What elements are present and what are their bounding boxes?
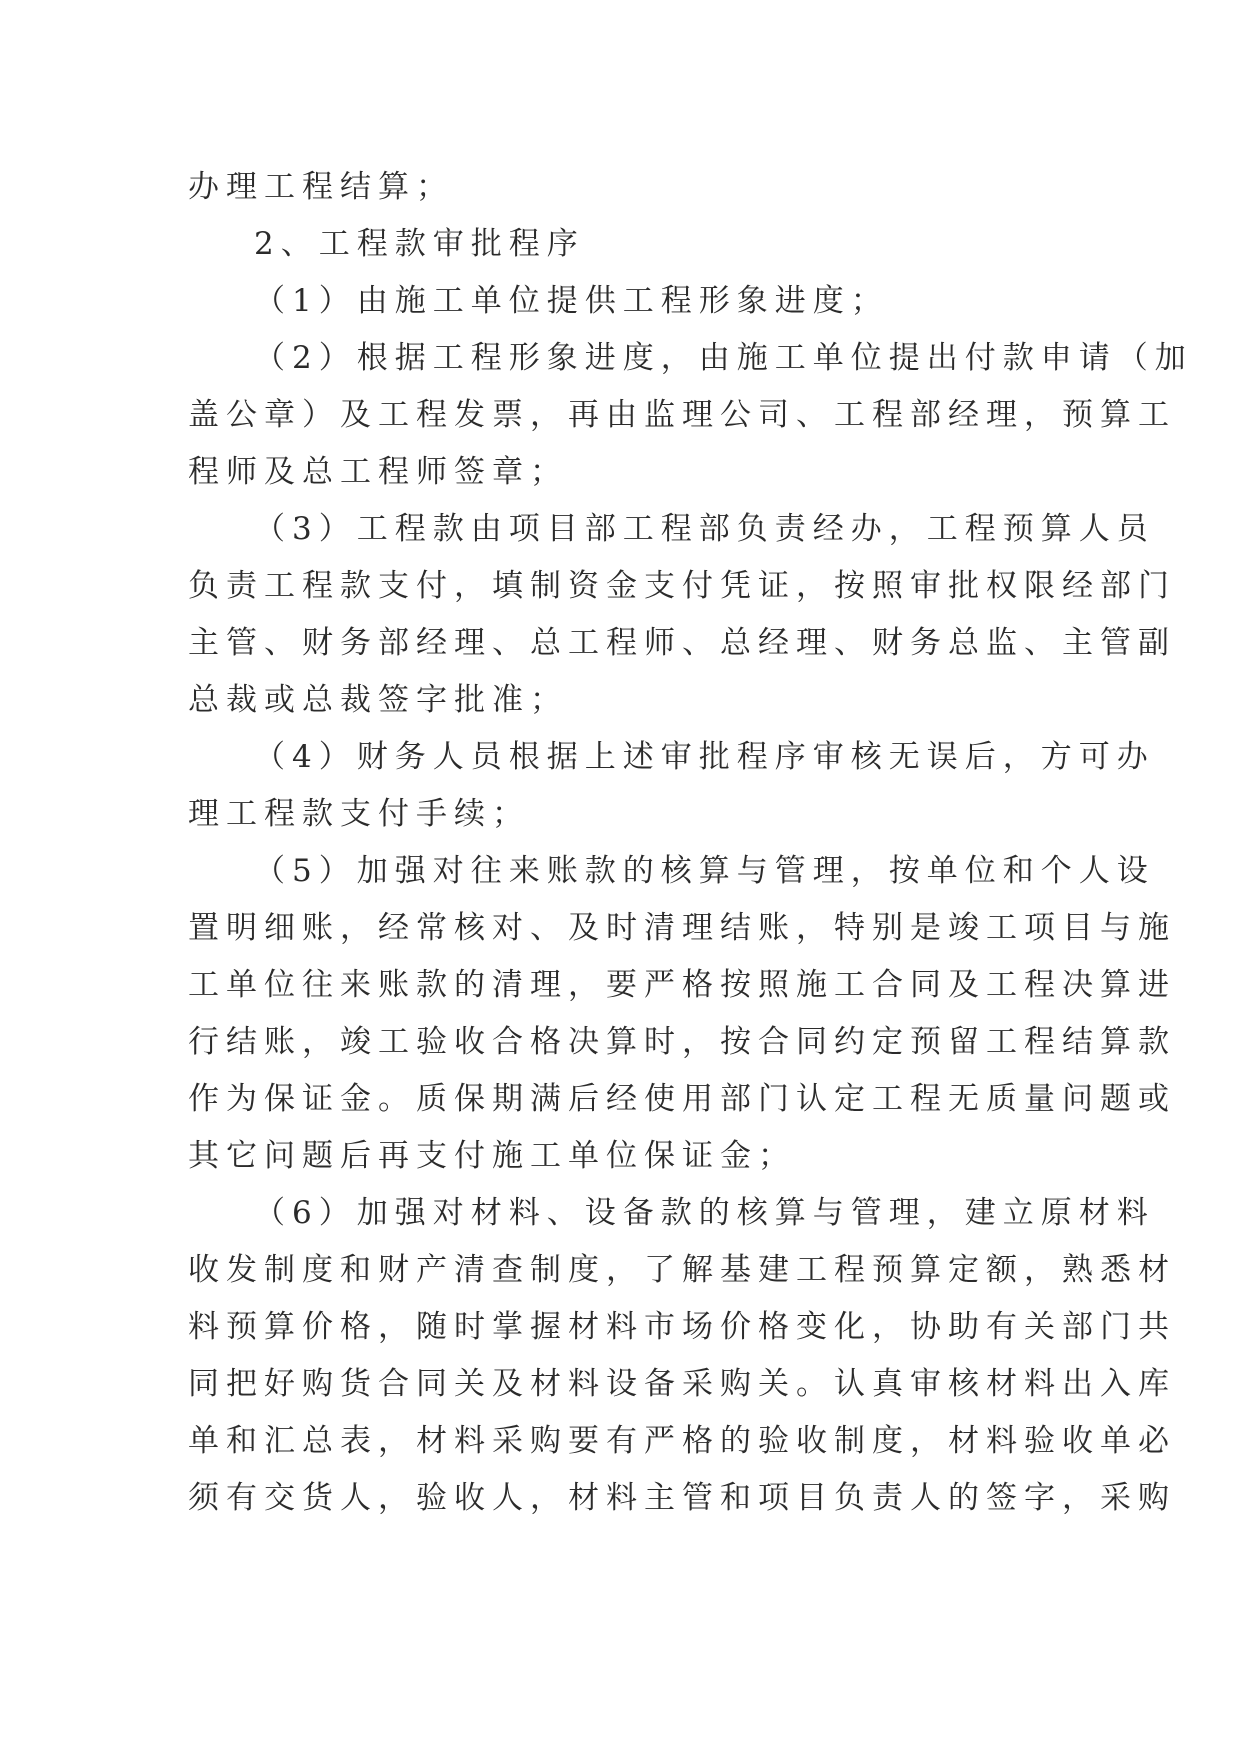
text-line: 办理工程结算； [188,169,454,205]
text-line: （3）工程款由项目部工程部负责经办，工程预算人员 [254,511,1155,547]
text-line: 其它问题后再支付施工单位保证金； [188,1138,796,1174]
text-line: 料预算价格，随时掌握材料市场价格变化，协助有关部门共 [188,1309,1176,1345]
text-line: 理工程款支付手续； [188,796,530,832]
text-line: 同把好购货合同关及材料设备采购关。认真审核材料出入库 [188,1366,1176,1402]
text-line: 单和汇总表，材料采购要有严格的验收制度，材料验收单必 [188,1423,1176,1459]
text-line: 作为保证金。质保期满后经使用部门认定工程无质量问题或 [188,1081,1176,1117]
text-line: （2）根据工程形象进度，由施工单位提出付款申请（加 [254,340,1193,376]
text-line: 置明细账，经常核对、及时清理结账，特别是竣工项目与施 [188,910,1176,946]
text-line: 负责工程款支付，填制资金支付凭证，按照审批权限经部门 [188,568,1176,604]
text-line: 总裁或总裁签字批准； [188,682,568,718]
text-line: 收发制度和财产清查制度，了解基建工程预算定额，熟悉材 [188,1252,1176,1288]
text-line: （4）财务人员根据上述审批程序审核无误后，方可办 [254,739,1155,775]
document-body [188,159,1193,1527]
text-line: （5）加强对往来账款的核算与管理，按单位和个人设 [254,853,1155,889]
text-line: 工单位往来账款的清理，要严格按照施工合同及工程决算进 [188,967,1176,1003]
text-line: 盖公章）及工程发票，再由监理公司、工程部经理，预算工 [188,397,1176,433]
section-heading: 2、工程款审批程序 [254,226,585,262]
text-line: 主管、财务部经理、总工程师、总经理、财务总监、主管副 [188,625,1176,661]
text-line: 程师及总工程师签章； [188,454,568,490]
text-line: 行结账，竣工验收合格决算时，按合同约定预留工程结算款 [188,1024,1176,1060]
text-line: 须有交货人，验收人，材料主管和项目负责人的签字，采购 [188,1480,1176,1516]
text-line: （1）由施工单位提供工程形象进度； [254,283,889,319]
text-line: （6）加强对材料、设备款的核算与管理，建立原材料 [254,1195,1155,1231]
